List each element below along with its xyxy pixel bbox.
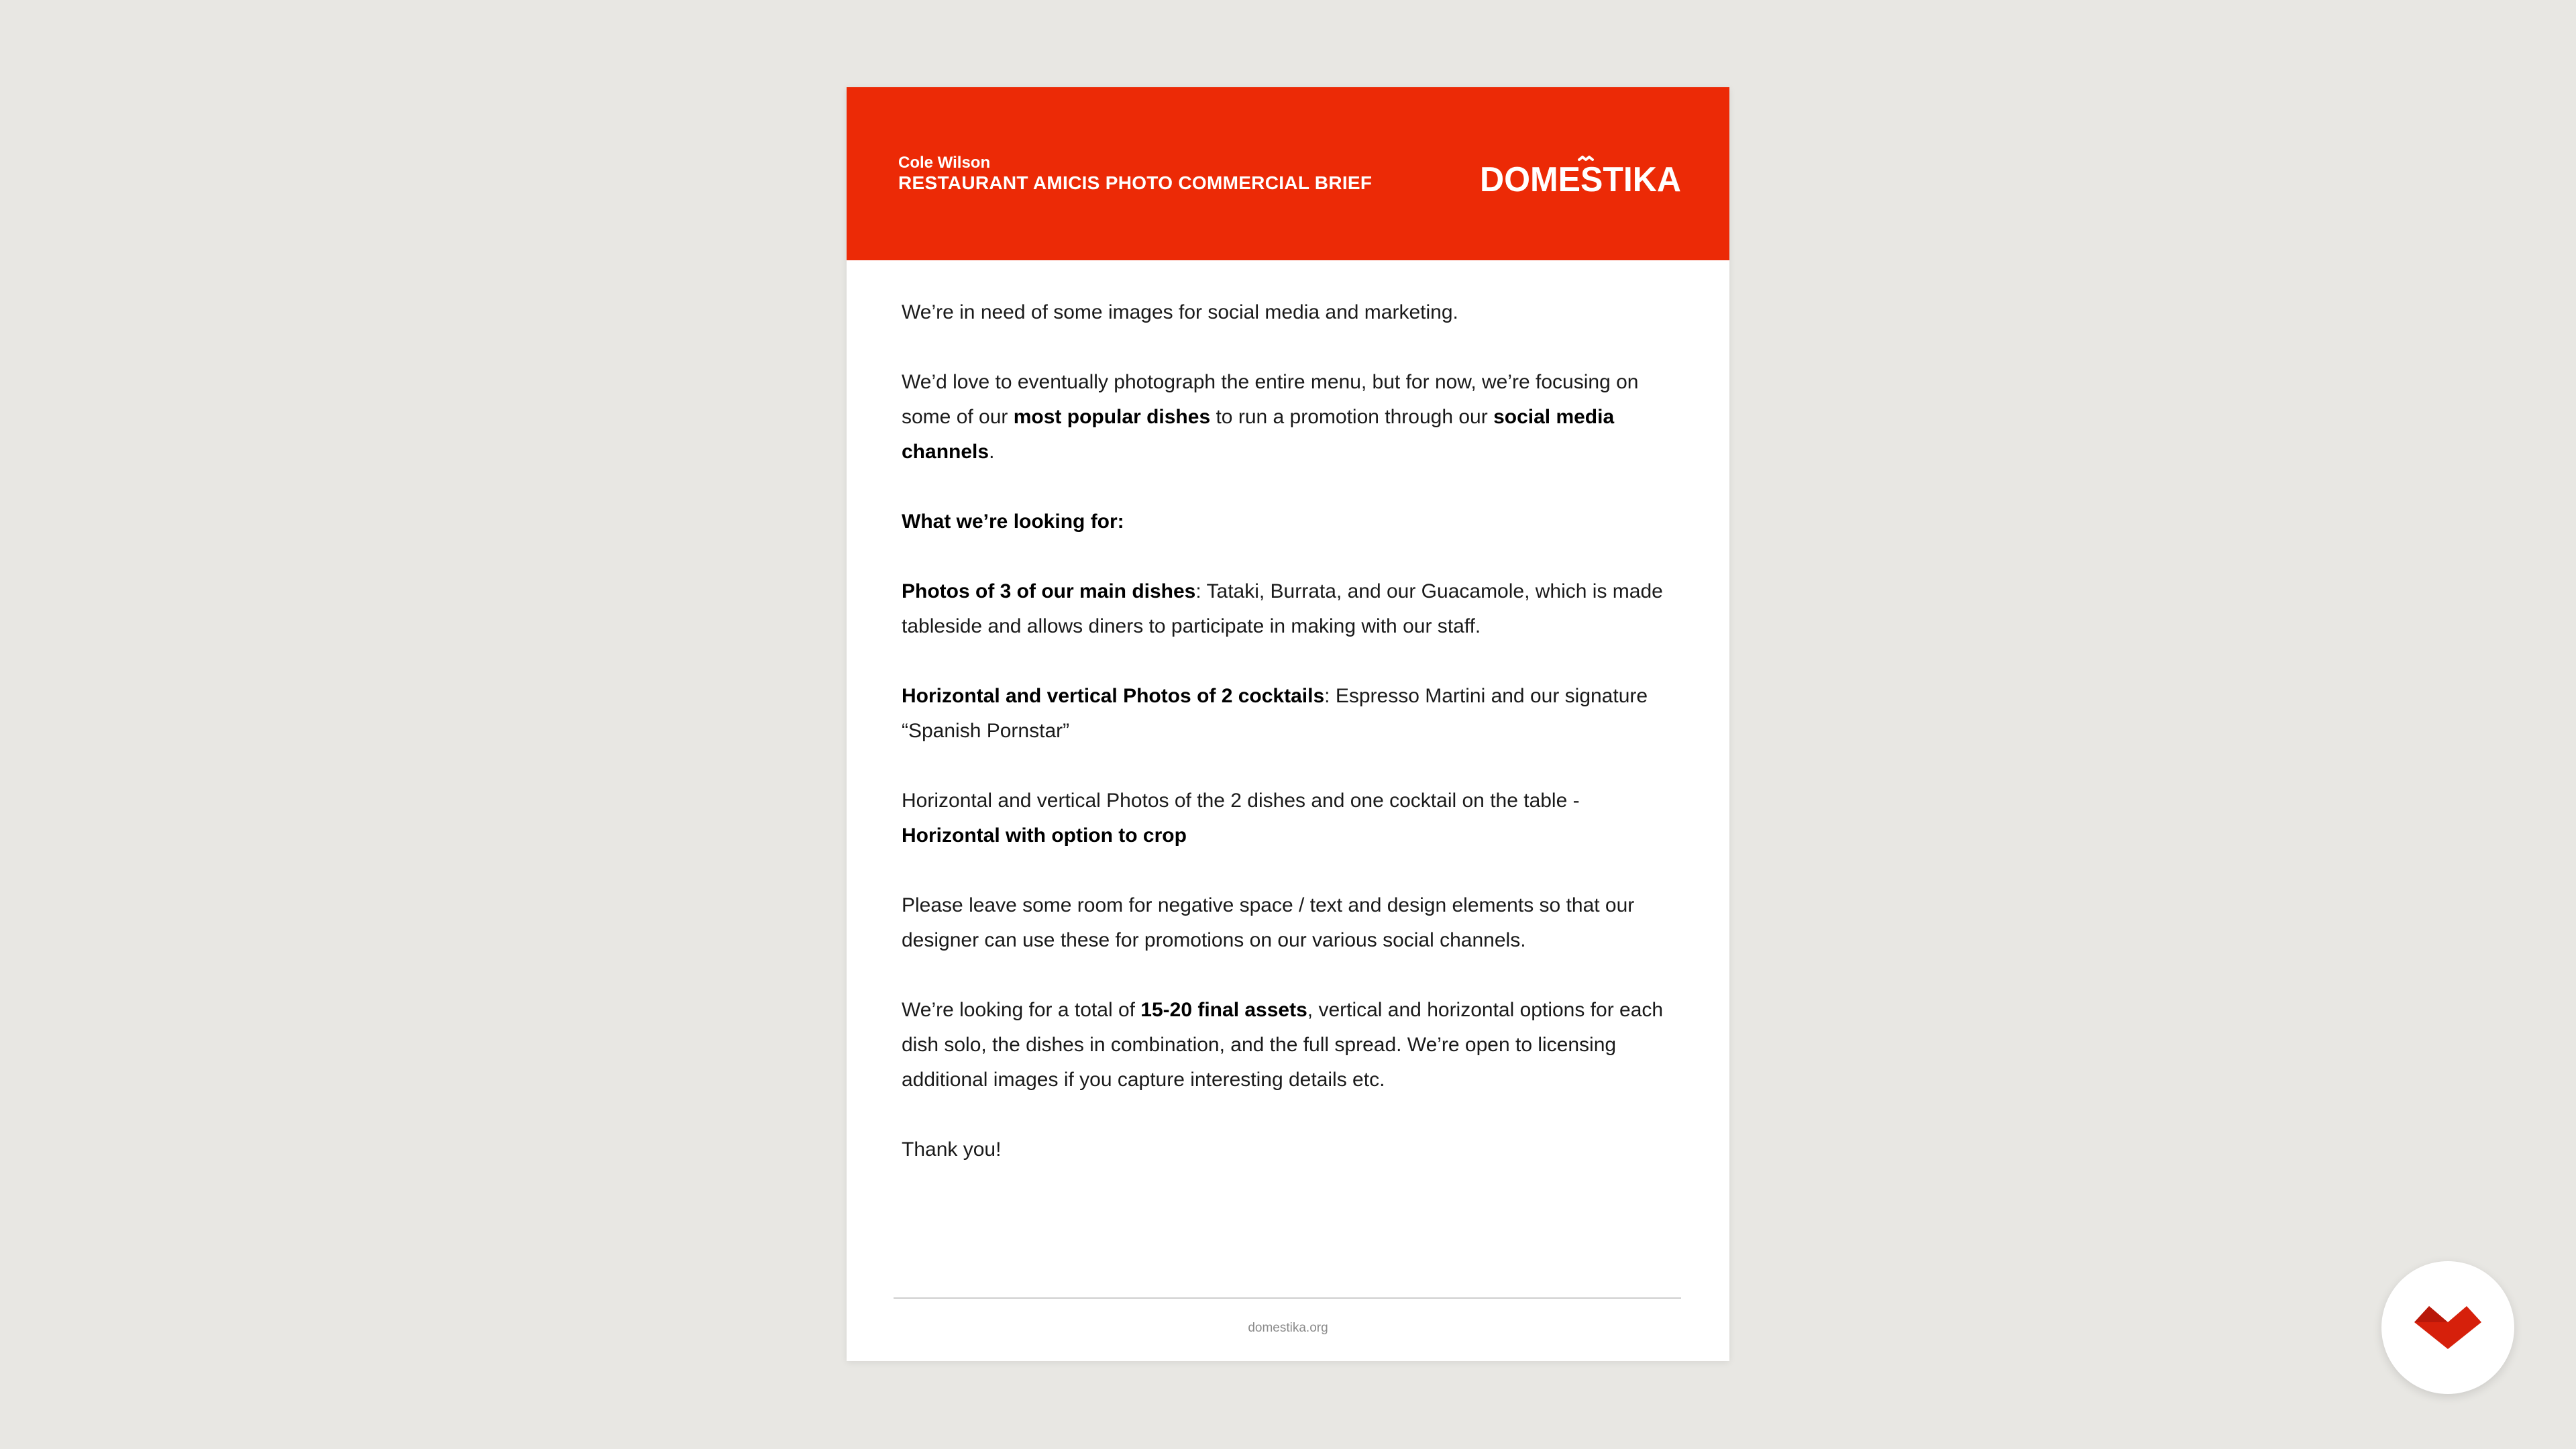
footer-url: domestika.org bbox=[1248, 1321, 1328, 1335]
document-header bbox=[847, 87, 1729, 260]
author-name: Cole Wilson bbox=[898, 154, 991, 172]
footer-divider bbox=[894, 1297, 1681, 1299]
domestika-logo bbox=[1480, 156, 1681, 196]
document-body bbox=[902, 295, 1680, 1202]
assets-paragraph: We’re looking for a total of 15-20 final assets, vertical and horizontal options for each dish solo, the dishes in combination, and the full spread. We’re open to licensing additional images if you capture interesting details etc. bbox=[902, 999, 1664, 1091]
focus-paragraph: We’d love to eventually photograph the entire menu, but for now, we’re focusing on some of our most popular dishes to run a promotion through our social media channels. bbox=[902, 371, 1639, 463]
domestika-fab-button[interactable] bbox=[2381, 1261, 2514, 1394]
looking-for-heading: What we’re looking for: bbox=[902, 511, 1124, 533]
thank-you-paragraph: Thank you! bbox=[902, 1138, 1002, 1161]
domestika-heart-icon bbox=[2414, 1305, 2481, 1350]
document-title: RESTAURANT AMICIS PHOTO COMMERCIAL BRIEF bbox=[898, 172, 1373, 193]
brief-document bbox=[847, 87, 1729, 1361]
negative-space-paragraph: Please leave some room for negative space / text and design elements so that our designer can use these for promotions on our various social channels. bbox=[902, 894, 1635, 951]
svg-text:DOMESTIKA: DOMESTIKA bbox=[1480, 160, 1681, 196]
main-dishes-paragraph: Photos of 3 of our main dishes: Tataki, Burrata, and our Guacamole, which is made tableside and allows diners to participate in making with our staff. bbox=[902, 580, 1663, 637]
table-shot-paragraph: Horizontal and vertical Photos of the 2 dishes and one cocktail on the table - Horizontal with option to crop bbox=[902, 790, 1580, 847]
intro-paragraph: We’re in need of some images for social media and marketing. bbox=[902, 301, 1458, 323]
cocktails-paragraph: Horizontal and vertical Photos of 2 cocktails: Espresso Martini and our signature “Spanish Pornstar” bbox=[902, 685, 1648, 742]
